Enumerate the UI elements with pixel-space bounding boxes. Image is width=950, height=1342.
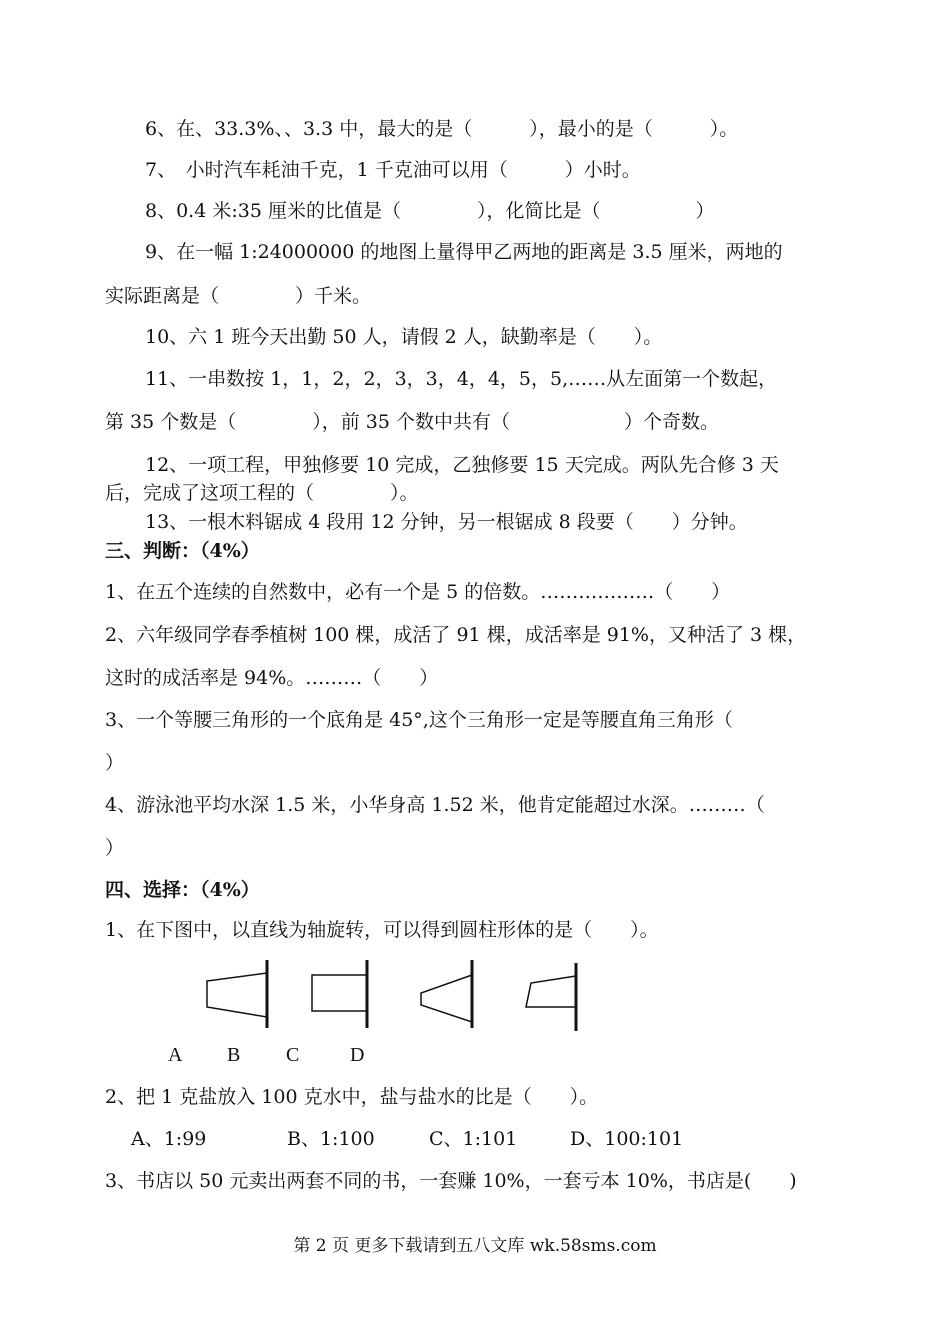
question-13: 13、一根木料锯成 4 段用 12 分钟，另一根锯成 8 段要（ ）分钟。 — [145, 511, 748, 533]
figure-label-c: C — [286, 1044, 300, 1066]
question-12-line2: 后，完成了这项工程的（ ）。 — [105, 482, 419, 504]
figure-c — [421, 960, 472, 1028]
question-10: 10、六 1 班今天出勤 50 人，请假 2 人，缺勤率是（ ）。 — [145, 326, 663, 348]
judge-question-4-line2: ） — [105, 837, 125, 859]
judge-question-2-line2: 这时的成活率是 94%。………（ ） — [105, 667, 439, 689]
page-footer: 第 2 页 更多下载请到五八文库 wk.58sms.com — [293, 1236, 657, 1256]
choice-question-1: 1、在下图中，以直线为轴旋转，可以得到圆柱形体的是（ ）。 — [105, 919, 659, 941]
question-6: 6、在、33.3%、、3.3 中，最大的是（ ），最小的是（ ）。 — [145, 118, 739, 140]
judge-question-1: 1、在五个连续的自然数中，必有一个是 5 的倍数。………………（ ） — [105, 581, 731, 603]
question-9-line1: 9、在一幅 1:24000000 的地图上量得甲乙两地的距离是 3.5 厘米，两地的 — [145, 241, 783, 263]
judge-question-3-line1: 3、一个等腰三角形的一个底角是 45°,这个三角形一定是等腰直角三角形（ — [105, 709, 733, 731]
section-4-heading: 四、选择：（4%） — [105, 879, 260, 901]
choice-question-3: 3、书店以 50 元卖出两套不同的书，一套赚 10%，一套亏本 10%，书店是( ) — [105, 1170, 797, 1192]
judge-question-3-line2: ） — [105, 752, 125, 774]
figure-label-a: A — [168, 1044, 183, 1066]
figure-label-d: D — [350, 1044, 365, 1066]
judge-question-2-line1: 2、六年级同学春季植树 100 棵，成活了 91 棵，成活率是 91%，又种活了 3 棵， — [105, 624, 807, 646]
option-d: D、100:101 — [570, 1128, 684, 1150]
figure-d — [526, 963, 576, 1031]
section-3-heading: 三、判断：（4%） — [105, 540, 260, 562]
question-8: 8、0.4 米:35 厘米的比值是（ ），化简比是（ ） — [145, 200, 715, 222]
judge-question-4-line1: 4、游泳池平均水深 1.5 米，小华身高 1.52 米，他肯定能超过水深。………（ — [105, 794, 765, 816]
figure-a — [207, 960, 267, 1028]
question-12-line1: 12、一项工程，甲独修要 10 完成，乙独修要 15 天完成。两队先合修 3 天 — [145, 454, 779, 476]
option-b: B、1:100 — [287, 1128, 375, 1150]
figure-b — [312, 960, 367, 1028]
question-7: 7、 小时汽车耗油千克，1 千克油可以用（ ）小时。 — [145, 159, 641, 181]
rotation-figures — [195, 955, 595, 1035]
question-11-line1: 11、一串数按 1，1，2，2，3，3，4，4，5，5,……从左面第一个数起， — [145, 368, 778, 390]
question-11-line2: 第 35 个数是（ ），前 35 个数中共有（ ）个奇数。 — [105, 411, 720, 433]
option-a: A、1:99 — [131, 1128, 207, 1150]
question-9-line2: 实际距离是（ ）千米。 — [105, 285, 372, 307]
figure-label-b: B — [227, 1044, 241, 1066]
option-c: C、1:101 — [429, 1128, 518, 1150]
choice-question-2: 2、把 1 克盐放入 100 克水中，盐与盐水的比是（ ）。 — [105, 1086, 599, 1108]
